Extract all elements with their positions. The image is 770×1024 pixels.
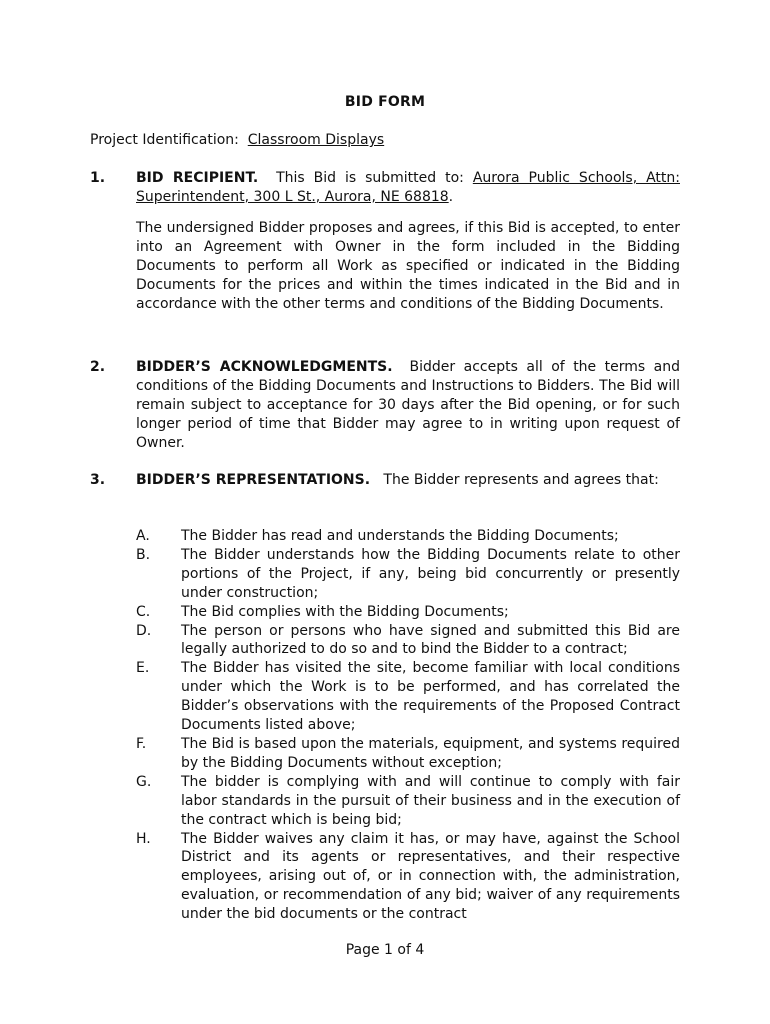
section-bid-recipient — [90, 169, 680, 314]
item-text: The Bid complies with the Bidding Documents; — [181, 603, 509, 620]
list-item — [136, 735, 680, 773]
section-number: 3. — [90, 472, 106, 488]
item-text: The Bidder has read and understands the Bidding Documents; — [181, 528, 619, 544]
section-paragraph: The undersigned Bidder proposes and agrees, if this Bid is accepted, to enter into an Agreement with Owner in the form included in the Bidding Documents to perform all Work as specified or indicated in the Bidding Documents for the prices and within the times indicated in the Bid and in accordance with the other terms and conditions of the Bidding Documents. — [136, 220, 680, 312]
project-identification — [90, 132, 384, 148]
section-text: Bidder accepts all of the terms and conditions of the Bidding Documents and Instructions to Bidders. The Bid will remain subject to acceptance for 30 days after the Bid opening, or for such longer period of time that Bidder may agree to in writing upon request of Owner. — [136, 359, 681, 451]
list-item — [136, 622, 680, 660]
item-text: The person or persons who have signed and submitted this Bid are legally authorized to do so and to bind the Bidder to a contract; — [181, 622, 680, 658]
item-letter: G. — [136, 773, 152, 790]
item-letter: E. — [136, 660, 150, 677]
section-number: 1. — [90, 170, 106, 186]
section-bidder-representations — [90, 471, 680, 490]
item-text: The Bidder understands how the Bidding Documents relate to other portions of the Project, if any, being bid concurrently or presently under construction; — [181, 546, 680, 601]
item-text: The Bid is based upon the materials, equipment, and systems required by the Bidding Documents without exception; — [181, 735, 680, 771]
recipient-address: Aurora Public Schools, Attn: Superintendent, 300 L St., Aurora, NE 68818 — [136, 170, 680, 205]
representations-list — [136, 527, 680, 924]
section-heading: BIDDER’S ACKNOWLEDGMENTS. — [136, 359, 393, 375]
list-item — [136, 527, 680, 546]
item-letter: B. — [136, 546, 151, 563]
list-item — [136, 659, 680, 735]
project-label: Project Identification: — [90, 132, 239, 148]
page-number: Page 1 of 4 — [345, 942, 425, 958]
section-heading: BIDDER’S REPRESENTATIONS. — [136, 472, 371, 488]
project-value: Classroom Displays — [247, 132, 385, 148]
section-number: 2. — [90, 359, 106, 375]
section-intro: This Bid is submitted to: — [276, 170, 464, 186]
list-item — [136, 546, 680, 603]
item-text: The Bidder has visited the site, become familiar with local conditions under which the Work is to be performed, and has correlated the Bidder’s observations with the requirements of the Proposed Contract Documents listed above; — [181, 660, 680, 734]
section-text: The Bidder represents and agrees that: — [383, 472, 659, 488]
item-letter: C. — [136, 603, 151, 620]
section-bidder-acknowledgments — [90, 358, 680, 453]
list-item — [136, 830, 680, 925]
item-letter: F. — [136, 735, 147, 752]
section-heading: BID RECIPIENT. — [136, 170, 259, 186]
item-letter: A. — [136, 528, 150, 544]
item-text: The bidder is complying with and will continue to comply with fair labor standards in the pursuit of their business and in the execution of the contract which is being bid; — [181, 773, 680, 828]
list-item — [136, 603, 680, 622]
section-end: . — [448, 189, 454, 205]
item-text: The Bidder waives any claim it has, or may have, against the School District and its agents or representatives, and their respective employees, arising out of, or in connection with, the administration, evaluation, or recommendation of any bid; waiver of any requirements under the bid documents or the contract — [181, 830, 680, 923]
item-letter: H. — [136, 830, 151, 847]
item-letter: D. — [136, 622, 152, 639]
document-title: BID FORM — [344, 94, 426, 110]
list-item — [136, 773, 680, 830]
